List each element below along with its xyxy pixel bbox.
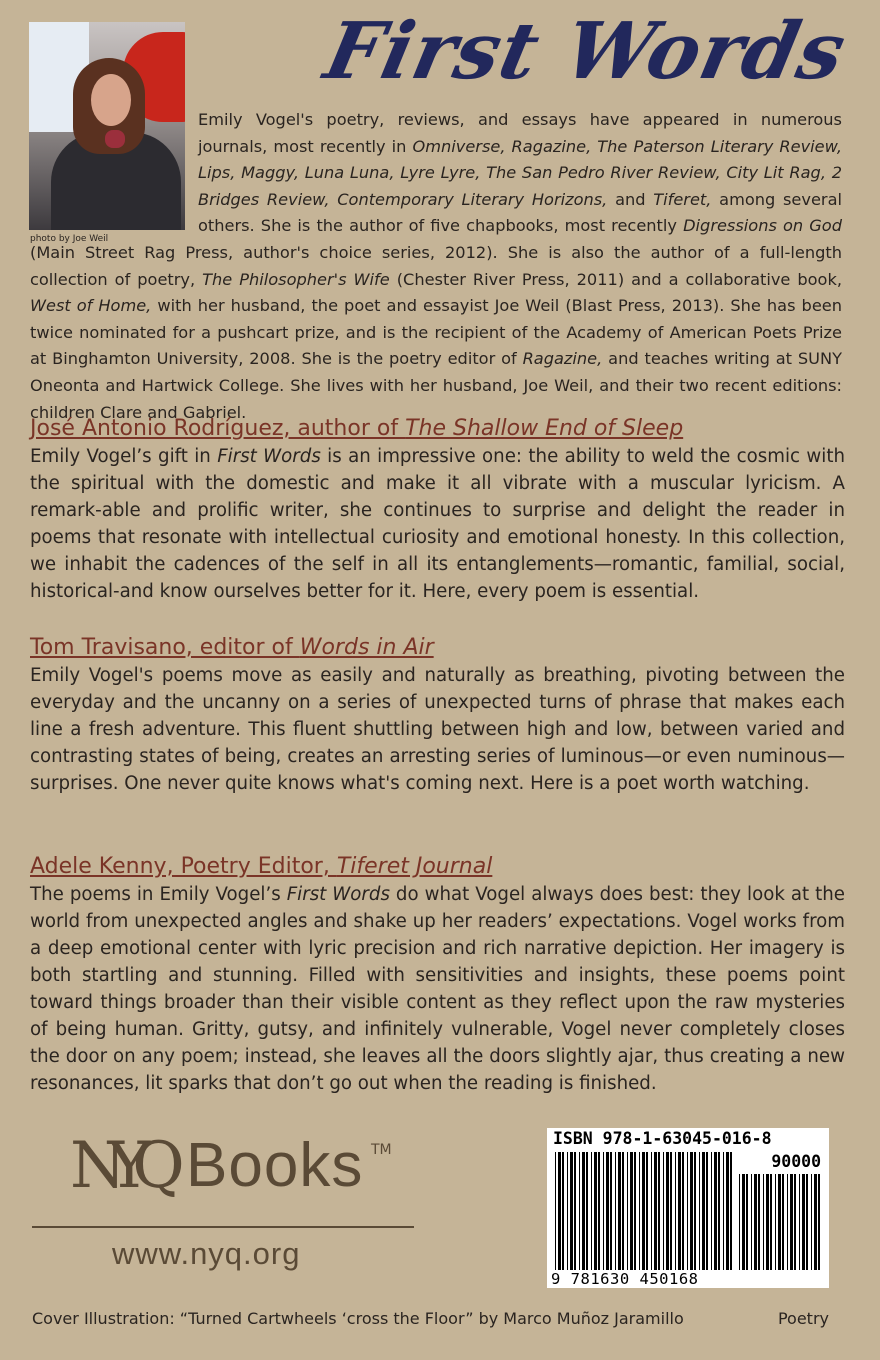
isbn-barcode <box>547 1128 829 1288</box>
book-title: First Words <box>317 6 854 97</box>
blurb-text: Emily Vogel’s gift in First Words is an impressive one: the ability to weld the cosmic with the spiritual with the domestic and make it all vibrate with a muscular lyricism. A remark-able and prolific writer, she continues to surprise and delight the reader in poems that resonate with intellectual curiosity and emotional honesty. In this collection, we inhabit the cadences of the self in all its entanglements—romantic, familial, social, historical-and know ourselves better for it. Here, every poem is essential. <box>30 446 846 602</box>
trademark: TM <box>371 1142 392 1158</box>
author-bio: Emily Vogel's poetry, reviews, and essays have appeared in numerous journals, most recently in Omniverse, Ragazine, The Paterson Literary Review, Lips, Maggy, Luna Luna, Lyre Lyre, The San Pedro River Review, City Lit Rag, 2 Bridges Review, Contemporary Literary Horizons, and Tiferet, among several others. She is the author of five chapbooks, most recently Digressions on God (Main Street Rag Press, author's choice series, 2012). She is also the author of a full-length collection of poetry, The Philosopher's Wife (Chester River Press, 2011) and a collaborative book, West of Home, with her husband, the poet and essayist Joe Weil (Blast Press, 2013). She has been twice nominated for a pushcart prize, and is the recipient of the Academy of American Poets Prize at Binghamton University, 2008. She is the poetry editor of Ragazine, and teaches writing at SUNY Oneonta and Hartwick College. She lives with her husband, Joe Weil, and their two recent editions: children Clare and Gabriel. <box>30 110 843 422</box>
barcode-digits: 9 781630 450168 <box>551 1270 699 1288</box>
divider <box>32 1226 414 1228</box>
price-code: 90000 <box>771 1152 821 1171</box>
genre-label: Poetry <box>777 1309 829 1328</box>
publisher-logo <box>62 1122 422 1222</box>
barcode-addon-bars <box>739 1174 821 1270</box>
blurb-kenny <box>30 853 845 1097</box>
photo-credit: photo by Joe Weil <box>30 234 109 244</box>
blurb-text: Emily Vogel's poems move as easily and naturally as breathing, pivoting between the everyday and the uncanny on a series of unexpected turns of phrase that makes each line a fresh adventure. This fluent shuttling between high and low, between varied and contrasting states of being, creates an arresting series of luminous—or even numinous—surprises. One never quite knows what's coming next. Here is a poet worth watching. <box>30 665 845 794</box>
nyq-mark: NYQ <box>70 1129 167 1203</box>
publisher-website: www.nyq.org <box>112 1236 301 1271</box>
barcode-bars <box>555 1152 735 1270</box>
blurb-travisano <box>30 634 845 797</box>
publisher-name: Books <box>186 1131 364 1200</box>
blurb-heading: Tom Travisano, editor of Words in Air <box>30 635 434 660</box>
isbn-text: ISBN 978-1-63045-016-8 <box>553 1129 772 1148</box>
blurb-text: The poems in Emily Vogel’s First Words do what Vogel always does best: they look at the world from unexpected angles and shake up her readers’ expectations. Vogel works from a deep emotional center with lyric precision and rich narrative depiction. Her imagery is both startling and stunning. Filled with sensitivities and insights, these poems point toward things broader than their visible content as they reflect upon the raw mysteries of being human. Gritty, gutsy, and infinitely vulnerable, Vogel never completely closes the door on any poem; instead, she leaves all the doors slightly ajar, thus creating a new resonances, lit sparks that don’t go out when the reading is finished. <box>30 884 845 1094</box>
blurb-heading: Adele Kenny, Poetry Editor, Tiferet Journal <box>30 854 493 879</box>
cover-credit: Cover Illustration: “Turned Cartwheels ‘cross the Floor” by Marco Muñoz Jaramillo <box>32 1309 684 1328</box>
blurb-heading: José Antonio Rodríguez, author of The Shallow End of Sleep <box>30 416 684 441</box>
blurb-rodriguez <box>30 415 845 605</box>
